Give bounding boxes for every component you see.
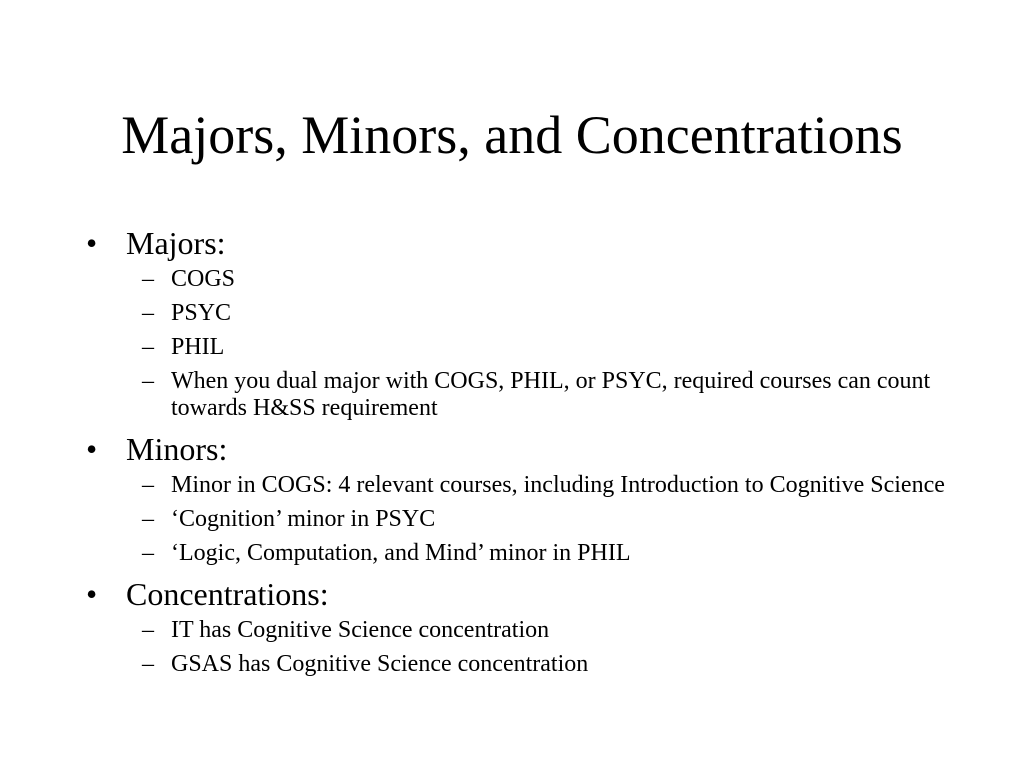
sub-item-text: PSYC xyxy=(171,300,232,326)
dash-icon: – xyxy=(142,266,154,292)
slide-body xyxy=(86,224,956,686)
slide-title: Majors, Minors, and Concentrations xyxy=(121,105,903,165)
bullet-heading xyxy=(86,224,956,262)
dash-icon: – xyxy=(142,506,154,532)
bullet-icon: • xyxy=(86,225,98,261)
sub-item xyxy=(86,506,956,533)
sub-item-text: IT has Cognitive Science concentration xyxy=(171,617,550,643)
sub-list xyxy=(86,617,956,678)
sub-item xyxy=(86,540,956,567)
bullet-heading xyxy=(86,430,956,468)
sub-item xyxy=(86,472,956,499)
dash-icon: – xyxy=(142,472,154,498)
dash-icon: – xyxy=(142,617,154,643)
dash-icon: – xyxy=(142,651,154,677)
bullet-icon: • xyxy=(86,576,98,612)
sub-item xyxy=(86,300,956,327)
sub-item xyxy=(86,266,956,293)
sub-item xyxy=(86,617,956,644)
sub-item-text: ‘Logic, Computation, and Mind’ minor in PHIL xyxy=(171,540,631,566)
sub-item xyxy=(86,651,956,678)
sub-item xyxy=(86,334,956,361)
sub-item xyxy=(86,368,956,422)
bullet-icon: • xyxy=(86,431,98,467)
sub-item-text: Minor in COGS: 4 relevant courses, including Introduction to Cognitive Science xyxy=(171,472,945,498)
dash-icon: – xyxy=(142,540,154,566)
sub-list xyxy=(86,472,956,567)
heading-text: Minors: xyxy=(126,431,228,467)
sub-list xyxy=(86,266,956,422)
dash-icon: – xyxy=(142,300,154,326)
section-minors xyxy=(86,430,956,567)
sub-item-text: ‘Cognition’ minor in PSYC xyxy=(171,506,436,532)
heading-text: Concentrations: xyxy=(126,576,329,612)
sub-item-text: GSAS has Cognitive Science concentration xyxy=(171,651,589,677)
sub-item-text: PHIL xyxy=(171,334,225,360)
heading-text: Majors: xyxy=(126,225,226,261)
dash-icon: – xyxy=(142,334,154,360)
bullet-heading xyxy=(86,575,956,613)
section-majors xyxy=(86,224,956,422)
dash-icon: – xyxy=(142,368,154,394)
sub-item-text: COGS xyxy=(171,266,236,292)
section-concentrations xyxy=(86,575,956,678)
sub-item-text: When you dual major with COGS, PHIL, or PSYC, required courses can count towards H&SS requirement xyxy=(171,368,931,421)
